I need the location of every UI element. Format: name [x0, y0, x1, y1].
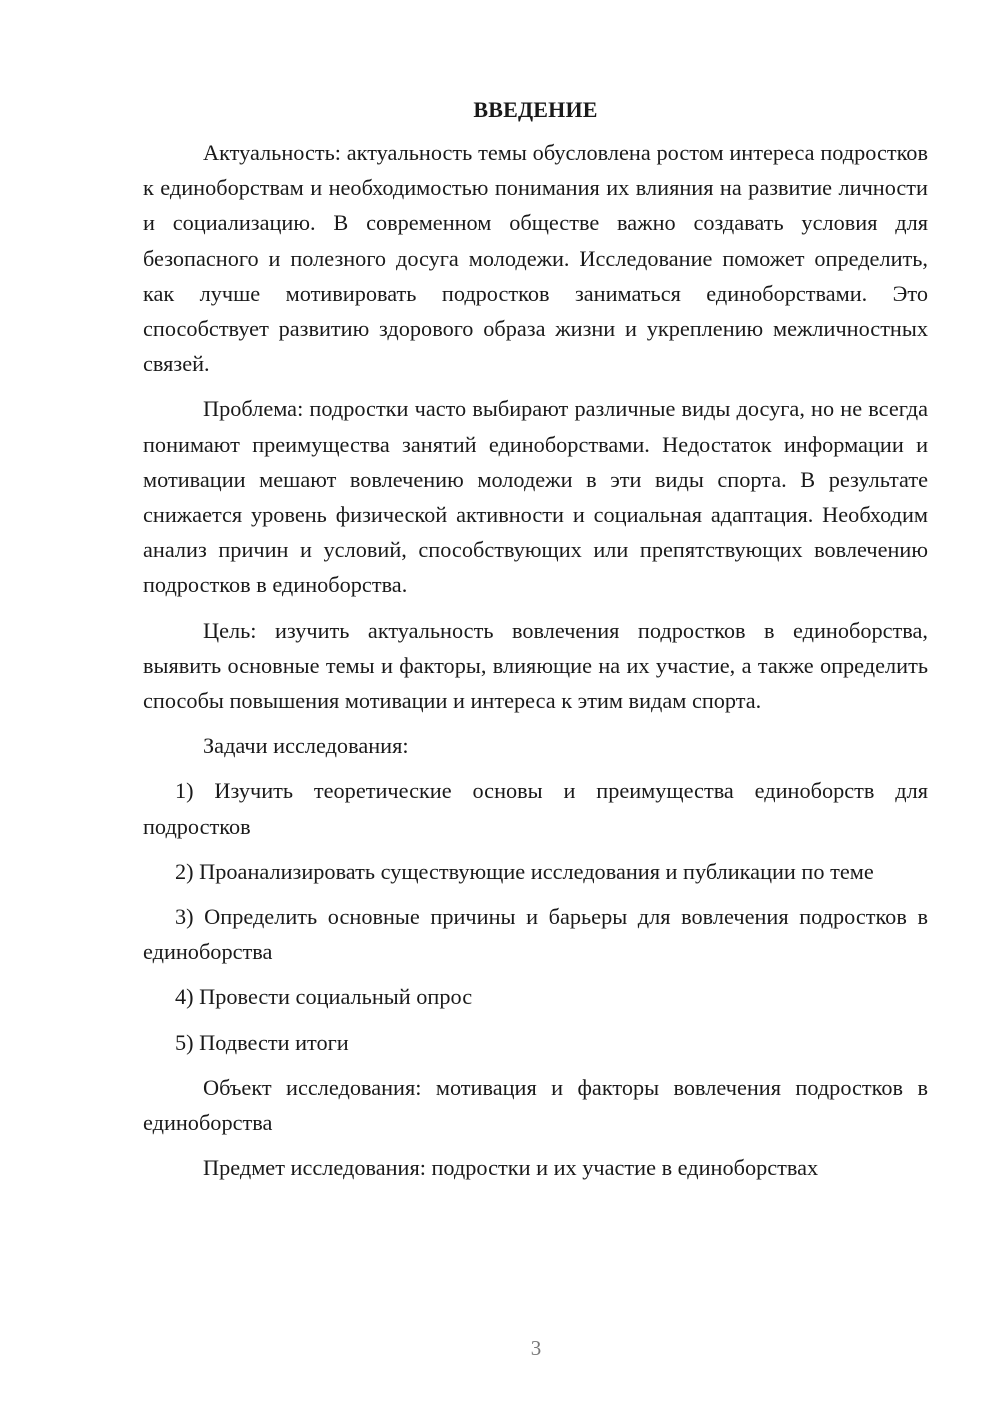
section-heading: ВВЕДЕНИЕ	[473, 97, 598, 122]
page-number: 3	[530, 1336, 542, 1360]
problem-paragraph: Проблема: подростки часто выбирают различные виды досуга, но не всегда понимают преимущества занятий единоборствами. Недостаток информации и мотивации мешают вовлечению молодежи в эти виды спорта. В результате снижается уровень физической активности и социальная адаптация. Необходим анализ причин и условий, способствующих или препятствующих вовлечению подростков в единоборства.	[143, 396, 928, 598]
subject-paragraph: Предмет исследования: подростки и их участие в единоборствах	[203, 1155, 819, 1181]
tasks-title: Задачи исследования:	[203, 733, 409, 759]
object-paragraph: Объект исследования: мотивация и факторы вовлечения подростков в единоборства	[143, 1074, 928, 1136]
task-item-4: 4) Провести социальный опрос	[175, 984, 473, 1010]
relevance-paragraph: Актуальность: актуальность темы обусловлена ростом интереса подростков к единоборствам и необходимостью понимания их влияния на развитие личности и социализацию. В современном обществе важно создавать условия для безопасного и полезного досуга молодежи. Исследование поможет определить, как лучше мотивировать подростков заниматься единоборствами. Это способствует развитию здорового образа жизни и укреплению межличностных связей.	[143, 140, 928, 377]
task-item-5: 5) Подвести итоги	[175, 1029, 349, 1055]
task-item-3: 3) Определить основные причины и барьеры для вовлечения подростков в единоборства	[143, 904, 928, 965]
goal-paragraph: Цель: изучить актуальность вовлечения подростков в единоборства, выявить основные темы и факторы, влияющие на их участие, а также определить способы повышения мотивации и интереса к этим видам спорта.	[143, 617, 928, 714]
task-item-1: 1) Изучить теоретические основы и преимущества единоборств для подростков	[143, 778, 928, 839]
document-body	[143, 92, 928, 1195]
task-item-2: 2) Проанализировать существующие исследования и публикации по теме	[175, 858, 874, 884]
